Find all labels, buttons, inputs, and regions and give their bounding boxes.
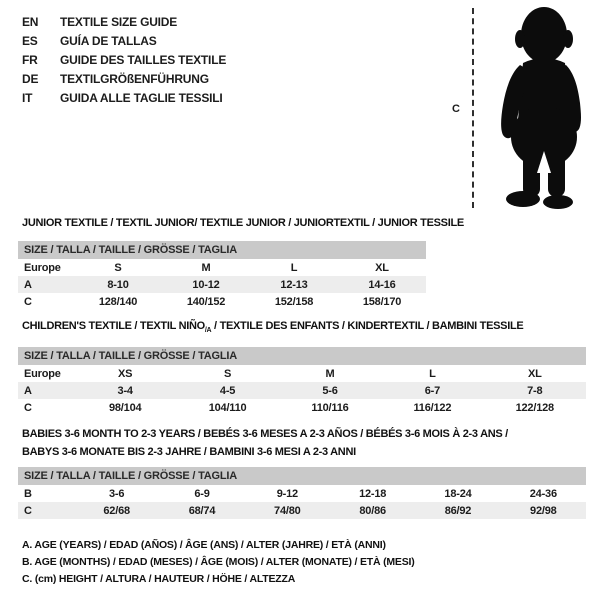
children-size-table [18,347,586,416]
table-cell: 140/152 [186,295,226,308]
language-label: GUIDE DES TAILLES TEXTILE [60,53,227,67]
table-cell: M [201,261,211,274]
table-cell: 104/110 [208,401,247,414]
table-row [18,276,426,293]
row-label: Europe [24,367,61,380]
babies-size-table [18,467,586,519]
table-row [18,382,586,399]
table-cell: S [114,261,122,274]
language-code: EN [22,15,39,29]
size-table [18,259,426,310]
junior-size-table [18,241,426,310]
table-row [18,259,426,276]
size-header-bar: SIZE / TALLA / TAILLE / GRÖSSE / TAGLIA [18,241,426,259]
table-cell: 8-10 [107,278,129,291]
table-cell: XL [375,261,389,274]
row-label: C [24,504,32,517]
table-cell: 62/68 [103,504,130,517]
junior-section-heading: JUNIOR TEXTILE / TEXTIL JUNIOR/ TEXTILE JUNIOR / JUNIORTEXTIL / JUNIOR TESSILE [22,217,464,229]
table-cell: 98/104 [108,401,142,414]
table-row [18,365,586,382]
table-cell: S [224,367,232,380]
table-cell: 6-9 [194,487,210,500]
table-cell: 128/140 [98,295,138,308]
row-label: A [24,278,32,291]
table-cell: 14-16 [368,278,396,291]
heading-line: BABYS 3-6 MONATE BIS 2-3 JAHRE / BAMBINI 3-6 MESI A 2-3 ANNI [22,446,356,458]
language-label: TEXTILGRÖßENFÜHRUNG [60,72,209,86]
table-cell: XL [527,367,542,380]
table-cell: 152/158 [274,295,314,308]
table-cell: 3-6 [109,487,125,500]
language-label: TEXTILE SIZE GUIDE [60,15,178,29]
heading-text: / TEXTILE DES ENFANTS / KINDERTEXTIL / BAMBINI TESSILE [211,320,524,332]
table-cell: 4-5 [219,384,236,397]
legend-notes [22,537,415,588]
language-code: FR [22,53,38,67]
language-code: IT [22,91,33,105]
language-row [22,70,226,89]
heading-line: BABIES 3-6 MONTH TO 2-3 YEARS / BEBÉS 3-6 MESES A 2-3 AÑOS / BÉBÉS 3-6 MOIS À 2-3 ANS / [22,428,508,440]
table-row [18,293,426,310]
table-cell: M [325,367,335,380]
table-cell: 80/86 [359,504,386,517]
size-table [18,365,586,416]
toddler-silhouette-icon [487,3,597,211]
table-cell: 10-12 [192,278,220,291]
table-cell: 92/98 [530,504,557,517]
row-label: A [24,384,32,397]
table-cell: 86/92 [444,504,472,517]
language-row [22,51,226,70]
table-cell: 24-36 [529,487,557,500]
language-label: GUÍA DE TALLAS [60,34,157,48]
table-cell: 6-7 [424,384,441,397]
heading-text: CHILDREN'S TEXTILE / TEXTIL NIÑO [22,320,205,332]
language-row [22,13,226,32]
language-row [22,32,226,51]
language-list [22,13,226,108]
table-cell: 18-24 [444,487,472,500]
table-cell: L [290,261,298,274]
babies-section-heading [22,425,542,461]
row-label: C [24,401,32,414]
language-code: ES [22,34,38,48]
size-header-bar: SIZE / TALLA / TAILLE / GRÖSSE / TAGLIA [18,467,586,485]
table-cell: XS [118,367,133,380]
table-cell: 9-12 [276,487,298,500]
language-row [22,89,226,108]
table-cell: L [429,367,436,380]
legend-note-b: B. AGE (MONTHS) / EDAD (MESES) / ÂGE (MOIS) / ALTER (MONATE) / ETÀ (MESI) [22,556,415,568]
size-table [18,485,586,519]
row-label: B [24,487,32,500]
table-cell: 12-18 [359,487,387,500]
table-cell: 3-4 [117,384,133,397]
table-cell: 68/74 [188,504,216,517]
table-cell: 110/116 [311,401,349,414]
table-cell: 7-8 [527,384,543,397]
row-label: Europe [24,261,61,274]
language-label: GUIDA ALLE TAGLIE TESSILI [60,91,223,105]
heading-subscript: /A [204,327,212,335]
legend-note-a: A. AGE (YEARS) / EDAD (AÑOS) / ÂGE (ANS) / ALTER (JAHRE) / ETÀ (ANNI) [22,539,386,551]
table-cell: 5-6 [322,384,338,397]
table-row [18,502,586,519]
size-header-bar: SIZE / TALLA / TAILLE / GRÖSSE / TAGLIA [18,347,586,365]
height-measure-label: C [452,103,460,115]
table-cell: 74/80 [274,504,301,517]
table-cell: 158/170 [362,295,402,308]
language-code: DE [22,72,39,86]
height-measure-line [472,8,474,208]
children-section-heading [22,320,523,334]
table-cell: 12-13 [280,278,308,291]
table-cell: 116/122 [413,401,452,414]
table-cell: 122/128 [515,401,554,414]
table-row [18,399,586,416]
row-label: C [24,295,32,308]
table-row [18,485,586,502]
legend-note-c: C. (cm) HEIGHT / ALTURA / HAUTEUR / HÖHE / ALTEZZA [22,573,296,585]
